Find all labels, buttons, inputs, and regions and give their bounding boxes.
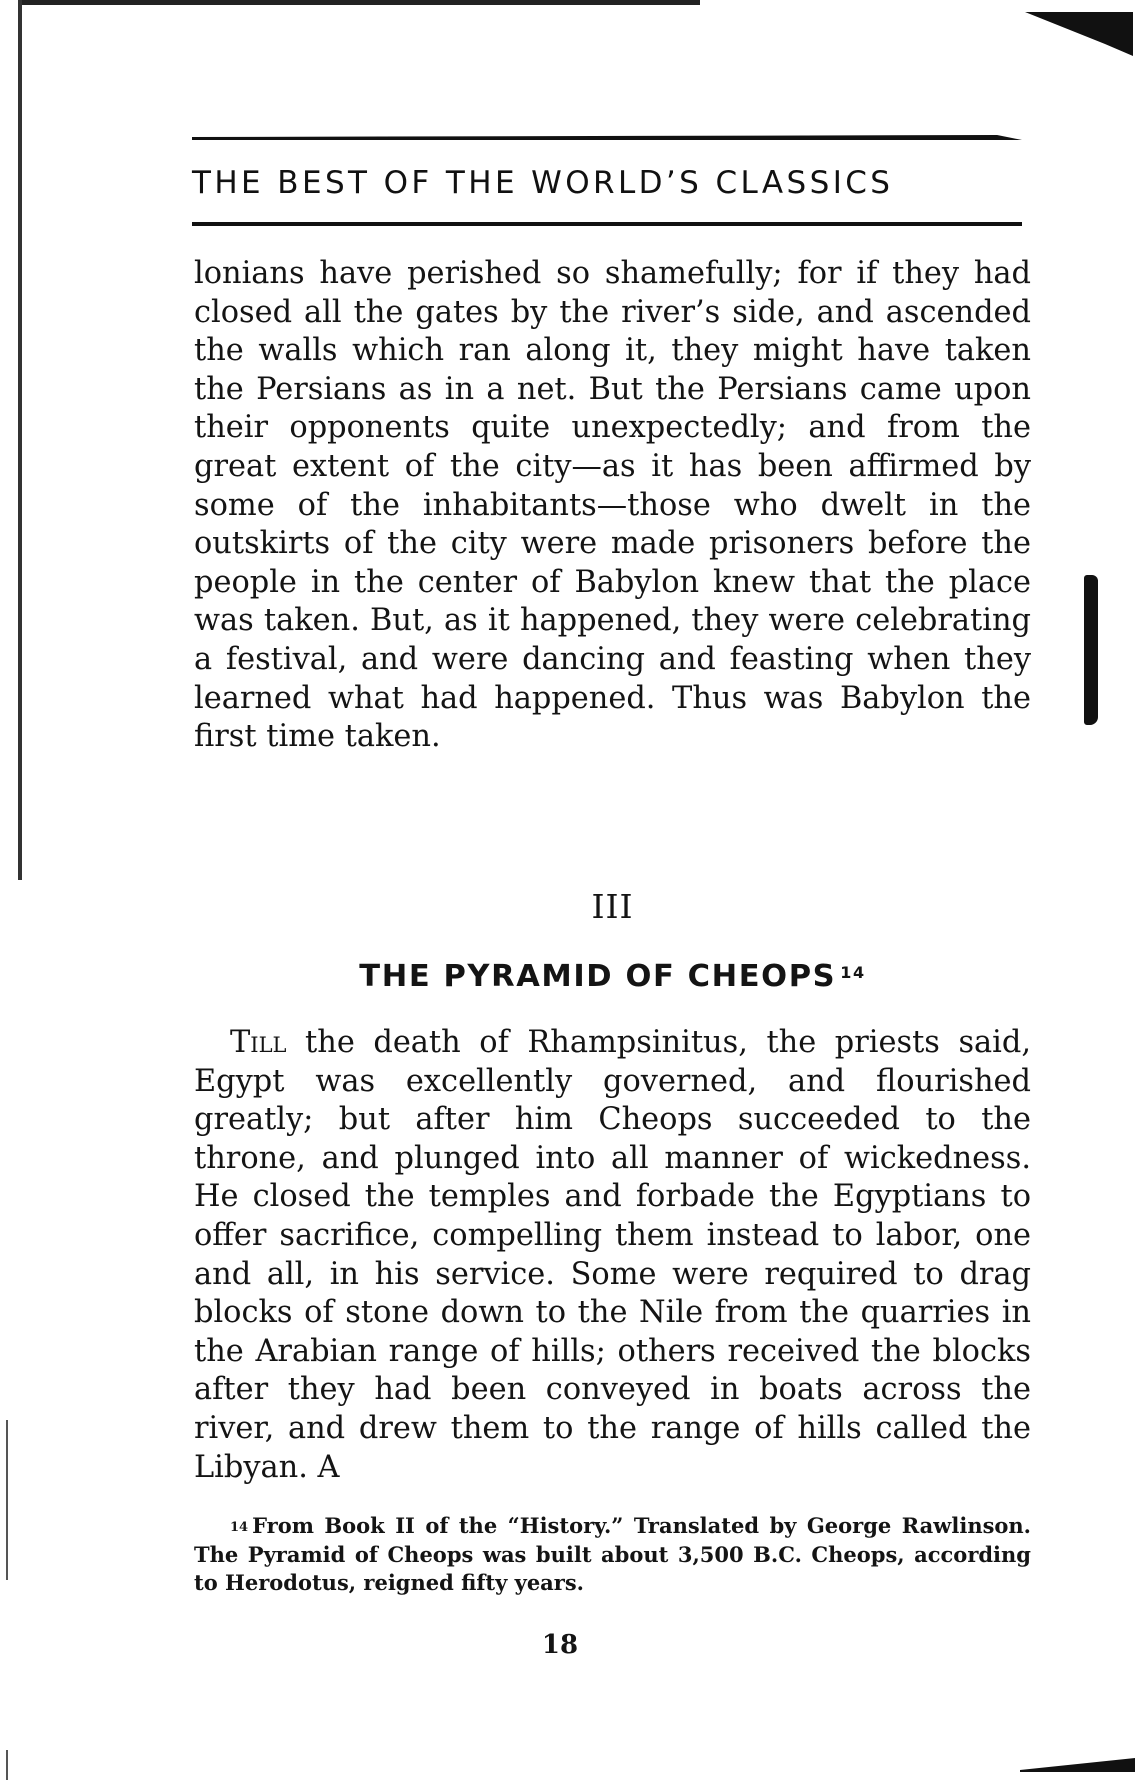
continuation-paragraph bbox=[194, 255, 1031, 757]
scan-left-edge bbox=[18, 0, 22, 880]
section-title-text: THE PYRAMID OF CHEOPS bbox=[359, 959, 837, 994]
section-number: III bbox=[591, 887, 634, 926]
footnote-marker: 14 bbox=[230, 1520, 249, 1535]
scan-left-tick bbox=[6, 1420, 8, 1580]
footnote-text: From Book II of the “History.” Translated by George Rawlinson. The Pyramid of Cheops was built about 3,500 B.C. Cheops, according to Herodotus, reigned fifty years. bbox=[194, 1513, 1031, 1595]
opening-word: Till bbox=[230, 1025, 287, 1060]
paragraph-text: the death of Rhampsinitus, the priests said, Egypt was excellently governed, and flourished greatly; but after him Cheops succeeded to the throne, and plunged into all manner of wickedness. He closed the temples and forbade the Egyptians to offer sacrifice, compelling them instead to labor, one and all, in his service. Some were required to drag blocks of stone down to the Nile from the quarries in the Arabian range of hills; others received the blocks after they had been conveyed in boats across the river, and drew them to the range of hills called the Libyan. A bbox=[194, 1025, 1031, 1485]
footnote-paragraph bbox=[194, 1512, 1031, 1598]
scan-corner-mark bbox=[1015, 10, 1135, 60]
section-title bbox=[194, 957, 1031, 997]
scan-top-edge bbox=[20, 0, 700, 5]
running-title: THE BEST OF THE WORLD’S CLASSICS bbox=[192, 165, 894, 201]
scan-bottom-mark bbox=[1020, 1758, 1135, 1772]
scan-right-mark bbox=[1084, 575, 1098, 725]
paragraph bbox=[194, 1024, 1031, 1487]
page-number: 18 bbox=[541, 1630, 579, 1660]
footnote bbox=[194, 1512, 1031, 1598]
scan-left-tick bbox=[6, 1750, 8, 1780]
header-rule-top bbox=[192, 135, 1022, 140]
footnote-reference: 14 bbox=[840, 963, 866, 982]
section-paragraph bbox=[194, 1024, 1031, 1487]
header-rule-bottom bbox=[192, 222, 1022, 226]
paragraph-text: lonians have perished so shamefully; for if they had closed all the gates by the river’s side, and ascended the walls which ran along it, they might have taken the Persians as in a net. But the Persians came upon their opponents quite unexpectedly; and from the great extent of the city—as it has been affirmed by some of the inhabitants—those who dwelt in the outskirts of the city were made prisoners before the people in the center of Babylon knew that the place was taken. But, as it happened, they were celebrating a festival, and were dancing and feasting when they learned what had happened. Thus was Babylon the first time taken. bbox=[194, 256, 1031, 755]
